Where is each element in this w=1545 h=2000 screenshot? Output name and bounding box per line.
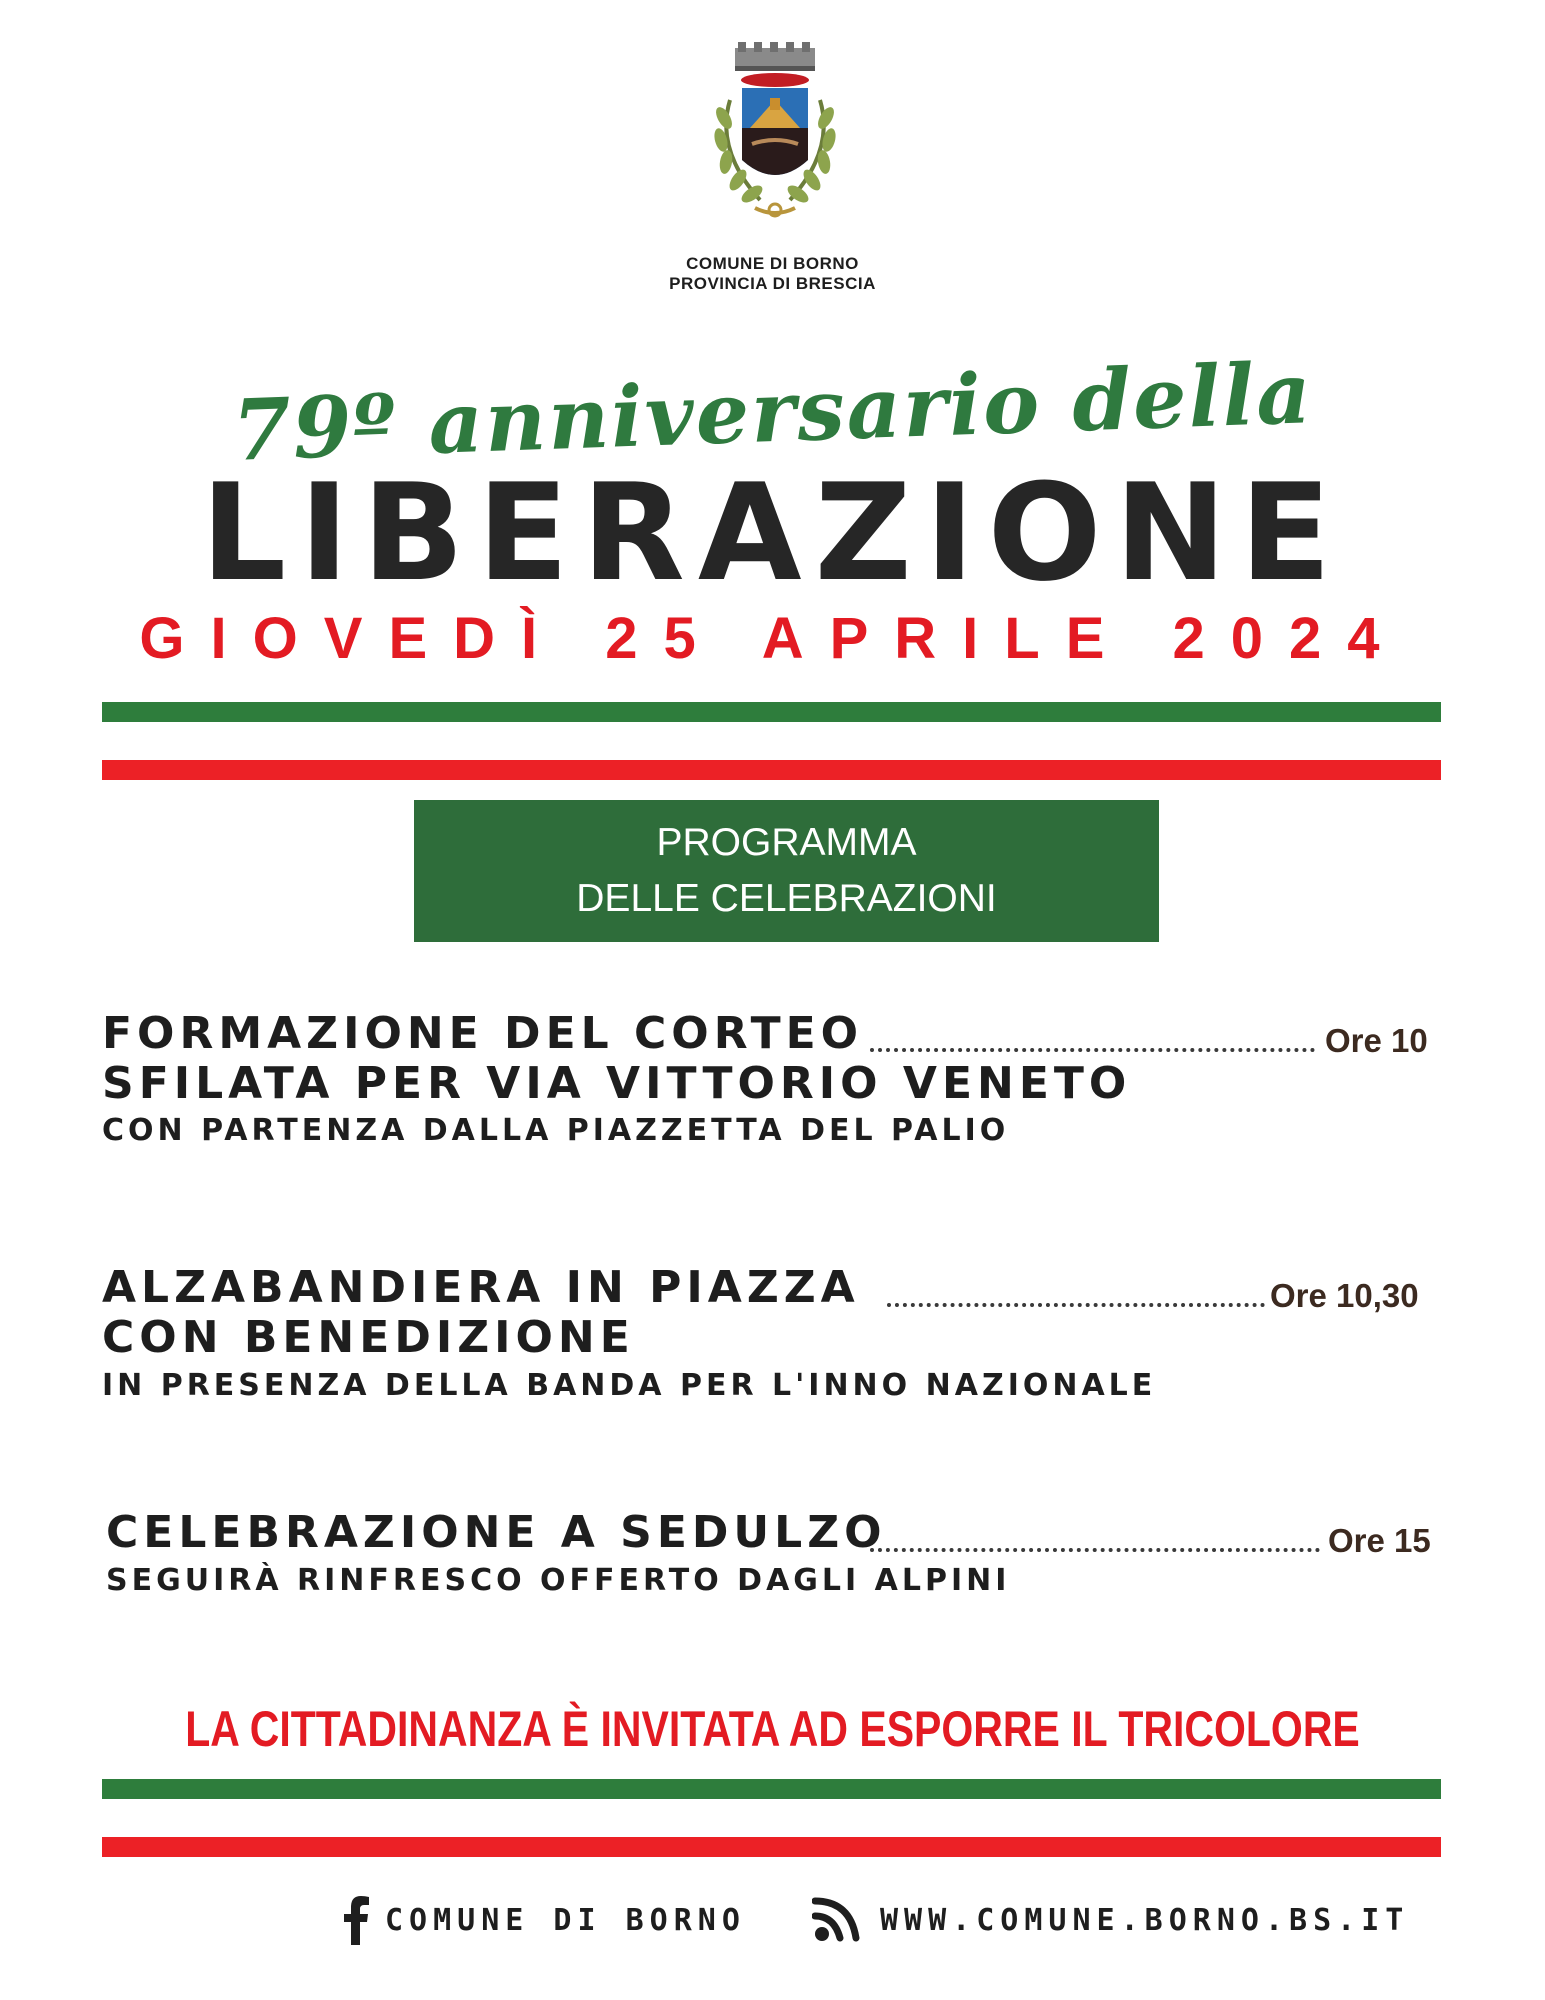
org-name: COMUNE DI BORNO (686, 254, 859, 273)
event-1-title-line2: SFILATA PER VIA VITTORIO VENETO (102, 1058, 1132, 1109)
stripe-red-top (102, 760, 1441, 780)
event-1-dot-leader (870, 1048, 1315, 1052)
rss-icon[interactable] (812, 1896, 864, 1944)
event-3-time: Ore 15 (1328, 1522, 1431, 1559)
org-province: PROVINCIA DI BRESCIA (669, 274, 876, 293)
event-2-time: Ore 10,30 (1270, 1277, 1419, 1314)
event-3-subtitle: SEGUIRÀ RINFRESCO OFFERTO DAGLI ALPINI (106, 1563, 1011, 1598)
stripe-green-top (102, 702, 1441, 722)
event-3-dot-leader (870, 1548, 1320, 1552)
website-link[interactable]: WWW.COMUNE.BORNO.BS.IT (880, 1903, 1410, 1938)
main-title: LIBERAZIONE (200, 455, 1345, 611)
program-heading-box (414, 800, 1159, 942)
coat-of-arms-logo (690, 40, 860, 250)
event-1-subtitle: CON PARTENZA DALLA PIAZZETTA DEL PALIO (102, 1113, 1010, 1148)
event-2-title: ALZABANDIERA IN PIAZZA (102, 1262, 860, 1313)
facebook-page-link[interactable]: COMUNE DI BORNO (385, 1903, 746, 1938)
facebook-icon[interactable] (342, 1895, 370, 1945)
event-2-title-line2: CON BENEDIZIONE (102, 1312, 635, 1363)
anniversary-subtitle: 79º anniversario della (230, 343, 1315, 480)
program-heading-line1: PROGRAMMA (656, 821, 917, 864)
event-2-dot-leader (887, 1303, 1265, 1307)
stripe-green-bottom (102, 1779, 1441, 1799)
invitation-text: LA CITTADINANZA È INVITATA AD ESPORRE IL TRICOLORE (185, 1701, 1360, 1757)
stripe-red-bottom (102, 1837, 1441, 1857)
event-1-title: FORMAZIONE DEL CORTEO (102, 1008, 864, 1059)
event-3-title: CELEBRAZIONE A SEDULZO (106, 1507, 887, 1558)
event-date: GIOVEDÌ 25 APRILE 2024 (139, 606, 1406, 671)
event-1-time: Ore 10 (1325, 1022, 1428, 1059)
program-heading-line2: DELLE CELEBRAZIONI (576, 877, 997, 920)
event-2-subtitle: IN PRESENZA DELLA BANDA PER L'INNO NAZIONALE (102, 1368, 1157, 1403)
